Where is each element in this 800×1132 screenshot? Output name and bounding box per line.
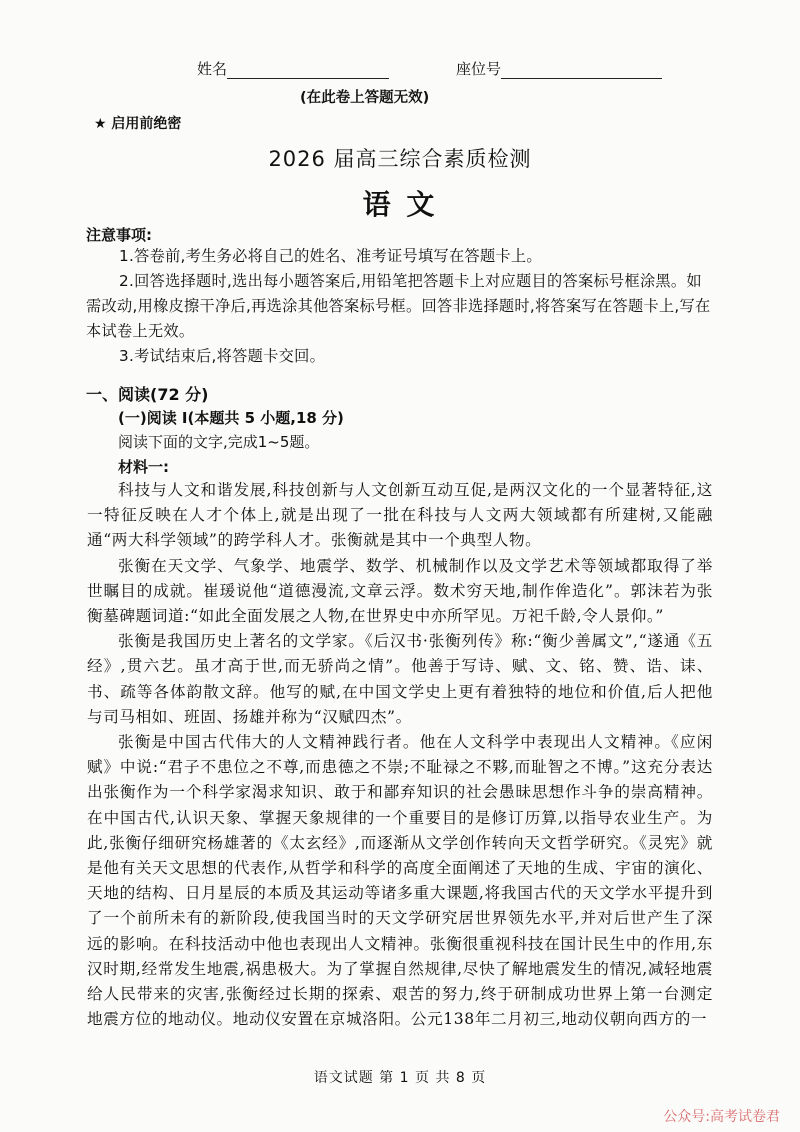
passage-paragraph: 科技与人文和谐发展,科技创新与人文创新互动互促,是两汉文化的一个显著特征,这一特征反映在人才个体上,就是出现了一批在科技与人文两大领域都有所建树,又能融通“两大科学领域”的跨学科人才。张衡就是其中一个典型人物。: [87, 481, 713, 550]
notice-list: [86, 244, 712, 369]
reading-instruction: 阅读下面的文字,完成1~5题。: [118, 433, 320, 451]
watermark-text: 公众号:高考试卷君: [663, 1109, 780, 1125]
section-title: 一、阅读(72 分): [86, 385, 209, 404]
name-field: [197, 58, 389, 79]
notice-item: 2.回答选择题时,选出每小题答案后,用铅笔把答题卡上对应题目的答案标号框涂黑。如需改动,用橡皮擦干净后,再选涂其他答案标号框。回答非选择题时,将答案写在答题卡上,写在本试卷上无效。: [86, 272, 711, 340]
secret-mark: ★ 启用前绝密: [94, 116, 182, 132]
notice-item: 1.答卷前,考生务必将自己的姓名、准考证号填写在答题卡上。: [119, 247, 542, 265]
exam-title: 2026 届高三综合素质检测: [268, 147, 532, 171]
invalid-note: (在此卷上答题无效): [300, 90, 430, 106]
notice-item: 3.考试结束后,将答题卡交回。: [119, 347, 326, 365]
seat-label: 座位号: [456, 60, 502, 78]
reading-passage: [87, 478, 713, 1032]
material-label: 材料一:: [118, 458, 169, 476]
page-footer: 语文试题 第 1 页 共 8 页: [313, 1070, 487, 1086]
section-subtitle: (一)阅读 I(本题共 5 小题,18 分): [118, 409, 344, 427]
name-label: 姓名: [197, 60, 228, 78]
seat-field: [456, 58, 662, 79]
passage-paragraph: 张衡在天文学、气象学、地震学、数学、机械制作以及文学艺术等领域都取得了举世瞩目的成就。崔瑗说他“道德漫流,文章云浮。数术穷天地,制作侔造化”。郭沫若为张衡墓碑题词道:“如此全面发展之人物,在世界史中亦所罕见。万祀千龄,令人景仰。”: [87, 556, 713, 626]
name-blank-line: [227, 64, 389, 79]
notice-heading: 注意事项:: [86, 226, 152, 244]
subject-title: 语 文: [362, 188, 438, 221]
passage-paragraph: 张衡是我国历史上著名的文学家。《后汉书·张衡列传》称:“衡少善属文”,“遂通《五经》,贯六艺。虽才高于世,而无骄尚之情”。他善于写诗、赋、文、铭、赞、诰、诔、书、疏等各体韵散文辞。他写的赋,在中国文学史上更有着独特的地位和价值,后人把他与司马相如、班固、扬雄并称为“汉赋四杰”。: [87, 632, 713, 726]
passage-paragraph: 张衡是中国古代伟大的人文精神践行者。他在人文科学中表现出人文精神。《应闲赋》中说:“君子不患位之不尊,而患德之不崇;不耻禄之不夥,而耻智之不博。”这充分表达出张衡作为一个科学家渴求知识、敢于和鄙弃知识的社会愚昧思想作斗争的崇高精神。在中国古代,认识天象、掌握天象规律的一个重要目的是修订历算,以指导农业生产。为此,张衡仔细研究杨雄著的《太玄经》,而逐渐从文学创作转向天文哲学研究。《灵宪》就是他有关天文思想的代表作,从哲学和科学的高度全面阐述了天地的生成、宇宙的演化、天地的结构、日月星辰的本质及其运动等诸多重大课题,将我国古代的天文学水平提升到了一个前所未有的新阶段,使我国当时的天文学研究居世界领先水平,并对后世产生了深远的影响。在科技活动中他也表现出人文精神。张衡很重视科技在国计民生中的作用,东汉时期,经常发生地震,祸患极大。为了掌握自然规律,尽快了解地震发生的情况,减轻地震给人民带来的灾害,张衡经过长期的探索、艰苦的努力,终于研制成功世界上第一台测定地震方位的地动仪。地动仪安置在京城洛阳。公元138年二月初三,地动仪朝向西方的一: [87, 733, 713, 1029]
seat-blank-line: [501, 64, 662, 79]
